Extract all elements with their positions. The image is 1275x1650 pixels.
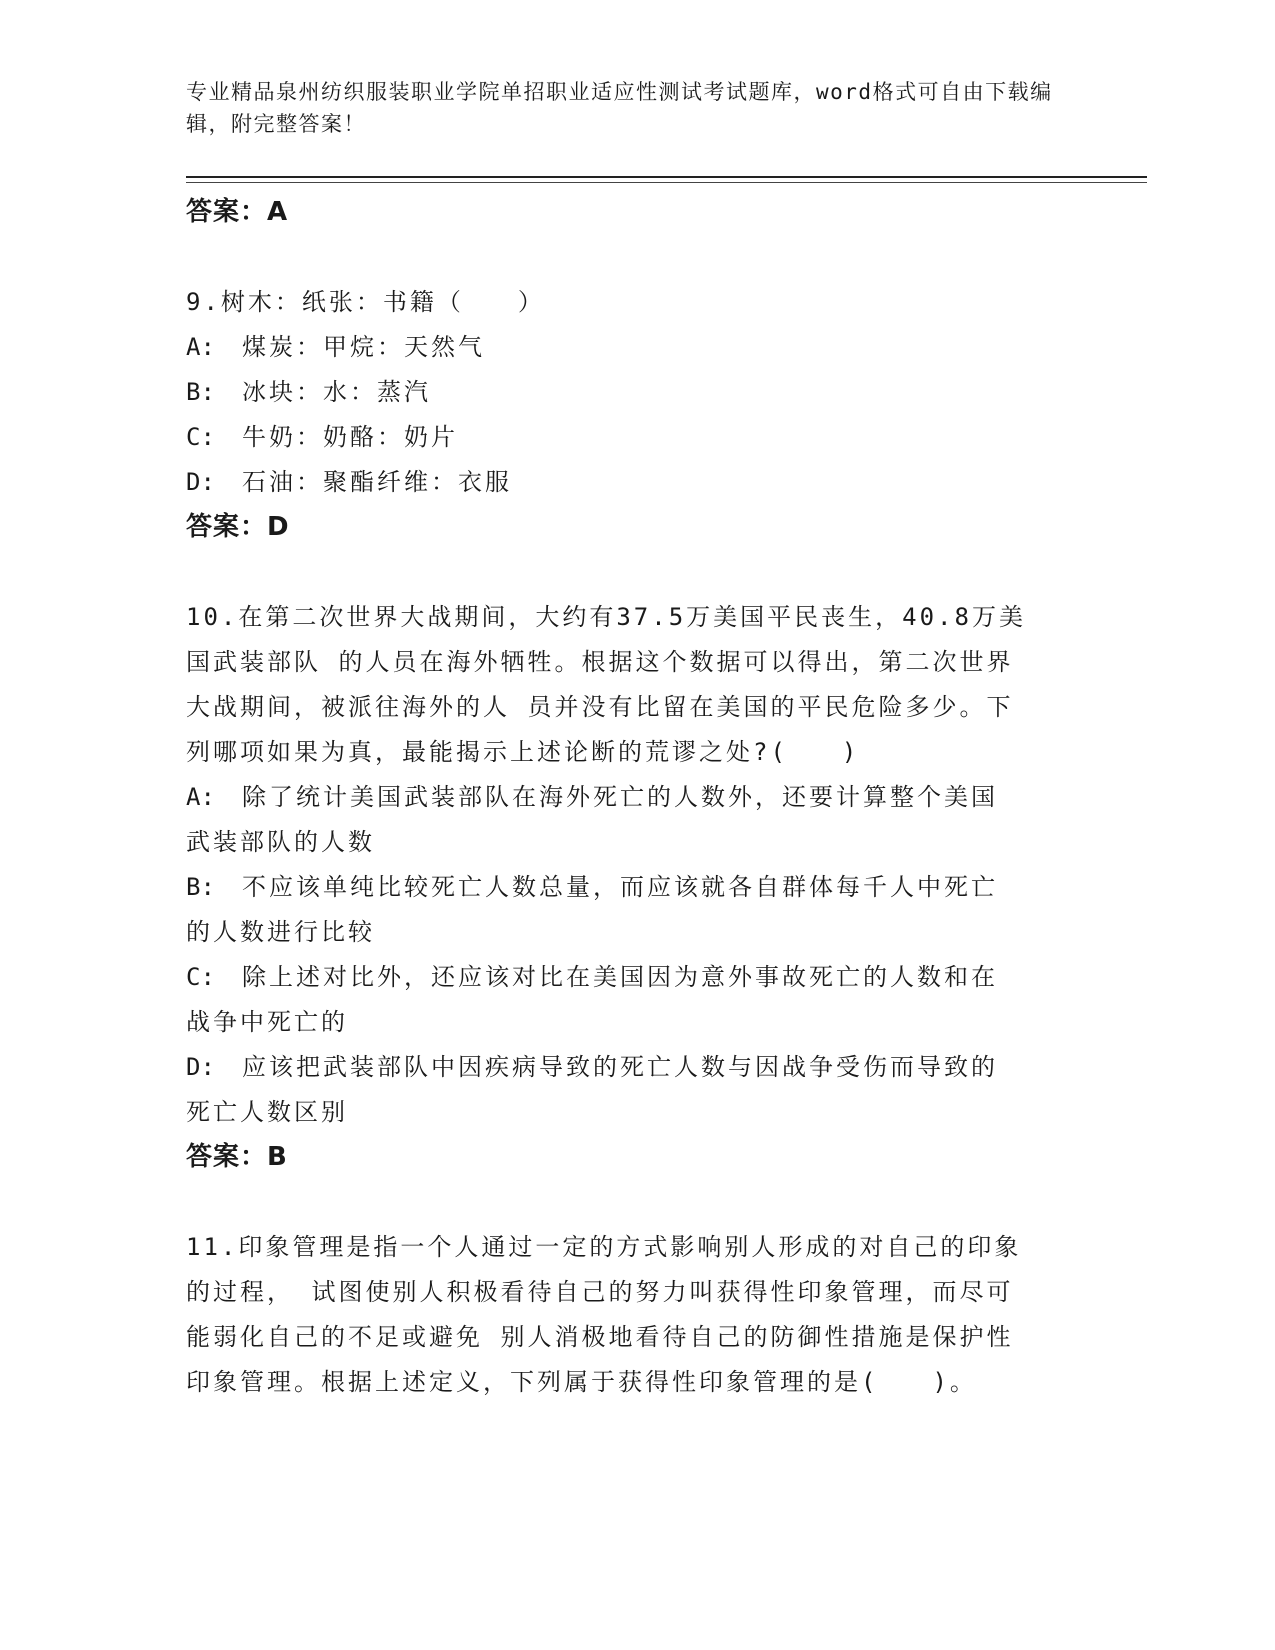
question-text-line: 大战期间，被派往海外的人 员并没有比留在美国的平民危险多少。下 [186,693,1014,721]
question-9 [186,280,1066,505]
answer-line: 答案：A [186,197,289,227]
spacer [186,235,1066,280]
option-a [186,775,1066,820]
option-label: D: [186,468,215,496]
option-label: B: [186,378,215,406]
header-divider-thin [186,182,1147,183]
option-a [186,325,1066,370]
option-c-continued: 战争中死亡的 [186,1008,348,1036]
option-text: 煤炭：甲烷：天然气 [242,333,485,361]
question-text-line: 能弱化自己的不足或避免 别人消极地看待自己的防御性措施是保护性 [186,1323,1014,1351]
question-text-line: 11.印象管理是指一个人通过一定的方式影响别人形成的对自己的印象 [186,1233,1022,1261]
option-b [186,370,1066,415]
document-header: 专业精品泉州纺织服装职业学院单招职业适应性测试考试题库，word格式可自由下载编辑，附完整答案！ [186,80,1053,136]
option-b-continued: 的人数进行比较 [186,918,375,946]
option-text: 应该把武装部队中因疾病导致的死亡人数与因战争受伤而导致的 [242,1053,998,1081]
question-list [186,190,1066,1405]
option-label: A: [186,783,215,811]
option-text: 冰块：水：蒸汽 [242,378,431,406]
question-text: 9.树木：纸张：书籍（ ） [186,288,545,316]
answer-line: 答案：B [186,1142,288,1172]
option-d [186,460,1066,505]
option-a-continued: 武装部队的人数 [186,828,375,856]
question-text-line: 国武装部队 的人员在海外牺牲。根据这个数据可以得出，第二次世界 [186,648,1014,676]
question-text-line: 的过程， 试图使别人积极看待自己的努力叫获得性印象管理，而尽可 [186,1278,1014,1306]
question-text-line: 印象管理。根据上述定义，下列属于获得性印象管理的是( )。 [186,1368,977,1396]
option-text: 除了统计美国武装部队在海外死亡的人数外，还要计算整个美国 [242,783,998,811]
answer-line: 答案：D [186,512,290,542]
option-c [186,415,1066,460]
question-text-line: 列哪项如果为真，最能揭示上述论断的荒谬之处?( ) [186,738,860,766]
option-label: A: [186,333,215,361]
option-d [186,1045,1066,1090]
option-label: B: [186,873,215,901]
option-c [186,955,1066,1000]
option-text: 石油：聚酯纤维：衣服 [242,468,512,496]
option-label: C: [186,423,215,451]
option-text: 牛奶：奶酪：奶片 [242,423,458,451]
option-label: D: [186,1053,215,1081]
spacer [186,550,1066,595]
option-label: C: [186,963,215,991]
question-10 [186,595,1066,1135]
option-d-continued: 死亡人数区别 [186,1098,348,1126]
question-text-line: 10.在第二次世界大战期间，大约有37.5万美国平民丧生，40.8万美 [186,603,1026,631]
header-divider-thick [186,176,1147,178]
question-11 [186,1225,1066,1405]
option-text: 不应该单纯比较死亡人数总量，而应该就各自群体每千人中死亡 [242,873,998,901]
option-b [186,865,1066,910]
spacer [186,1180,1066,1225]
option-text: 除上述对比外，还应该对比在美国因为意外事故死亡的人数和在 [242,963,998,991]
